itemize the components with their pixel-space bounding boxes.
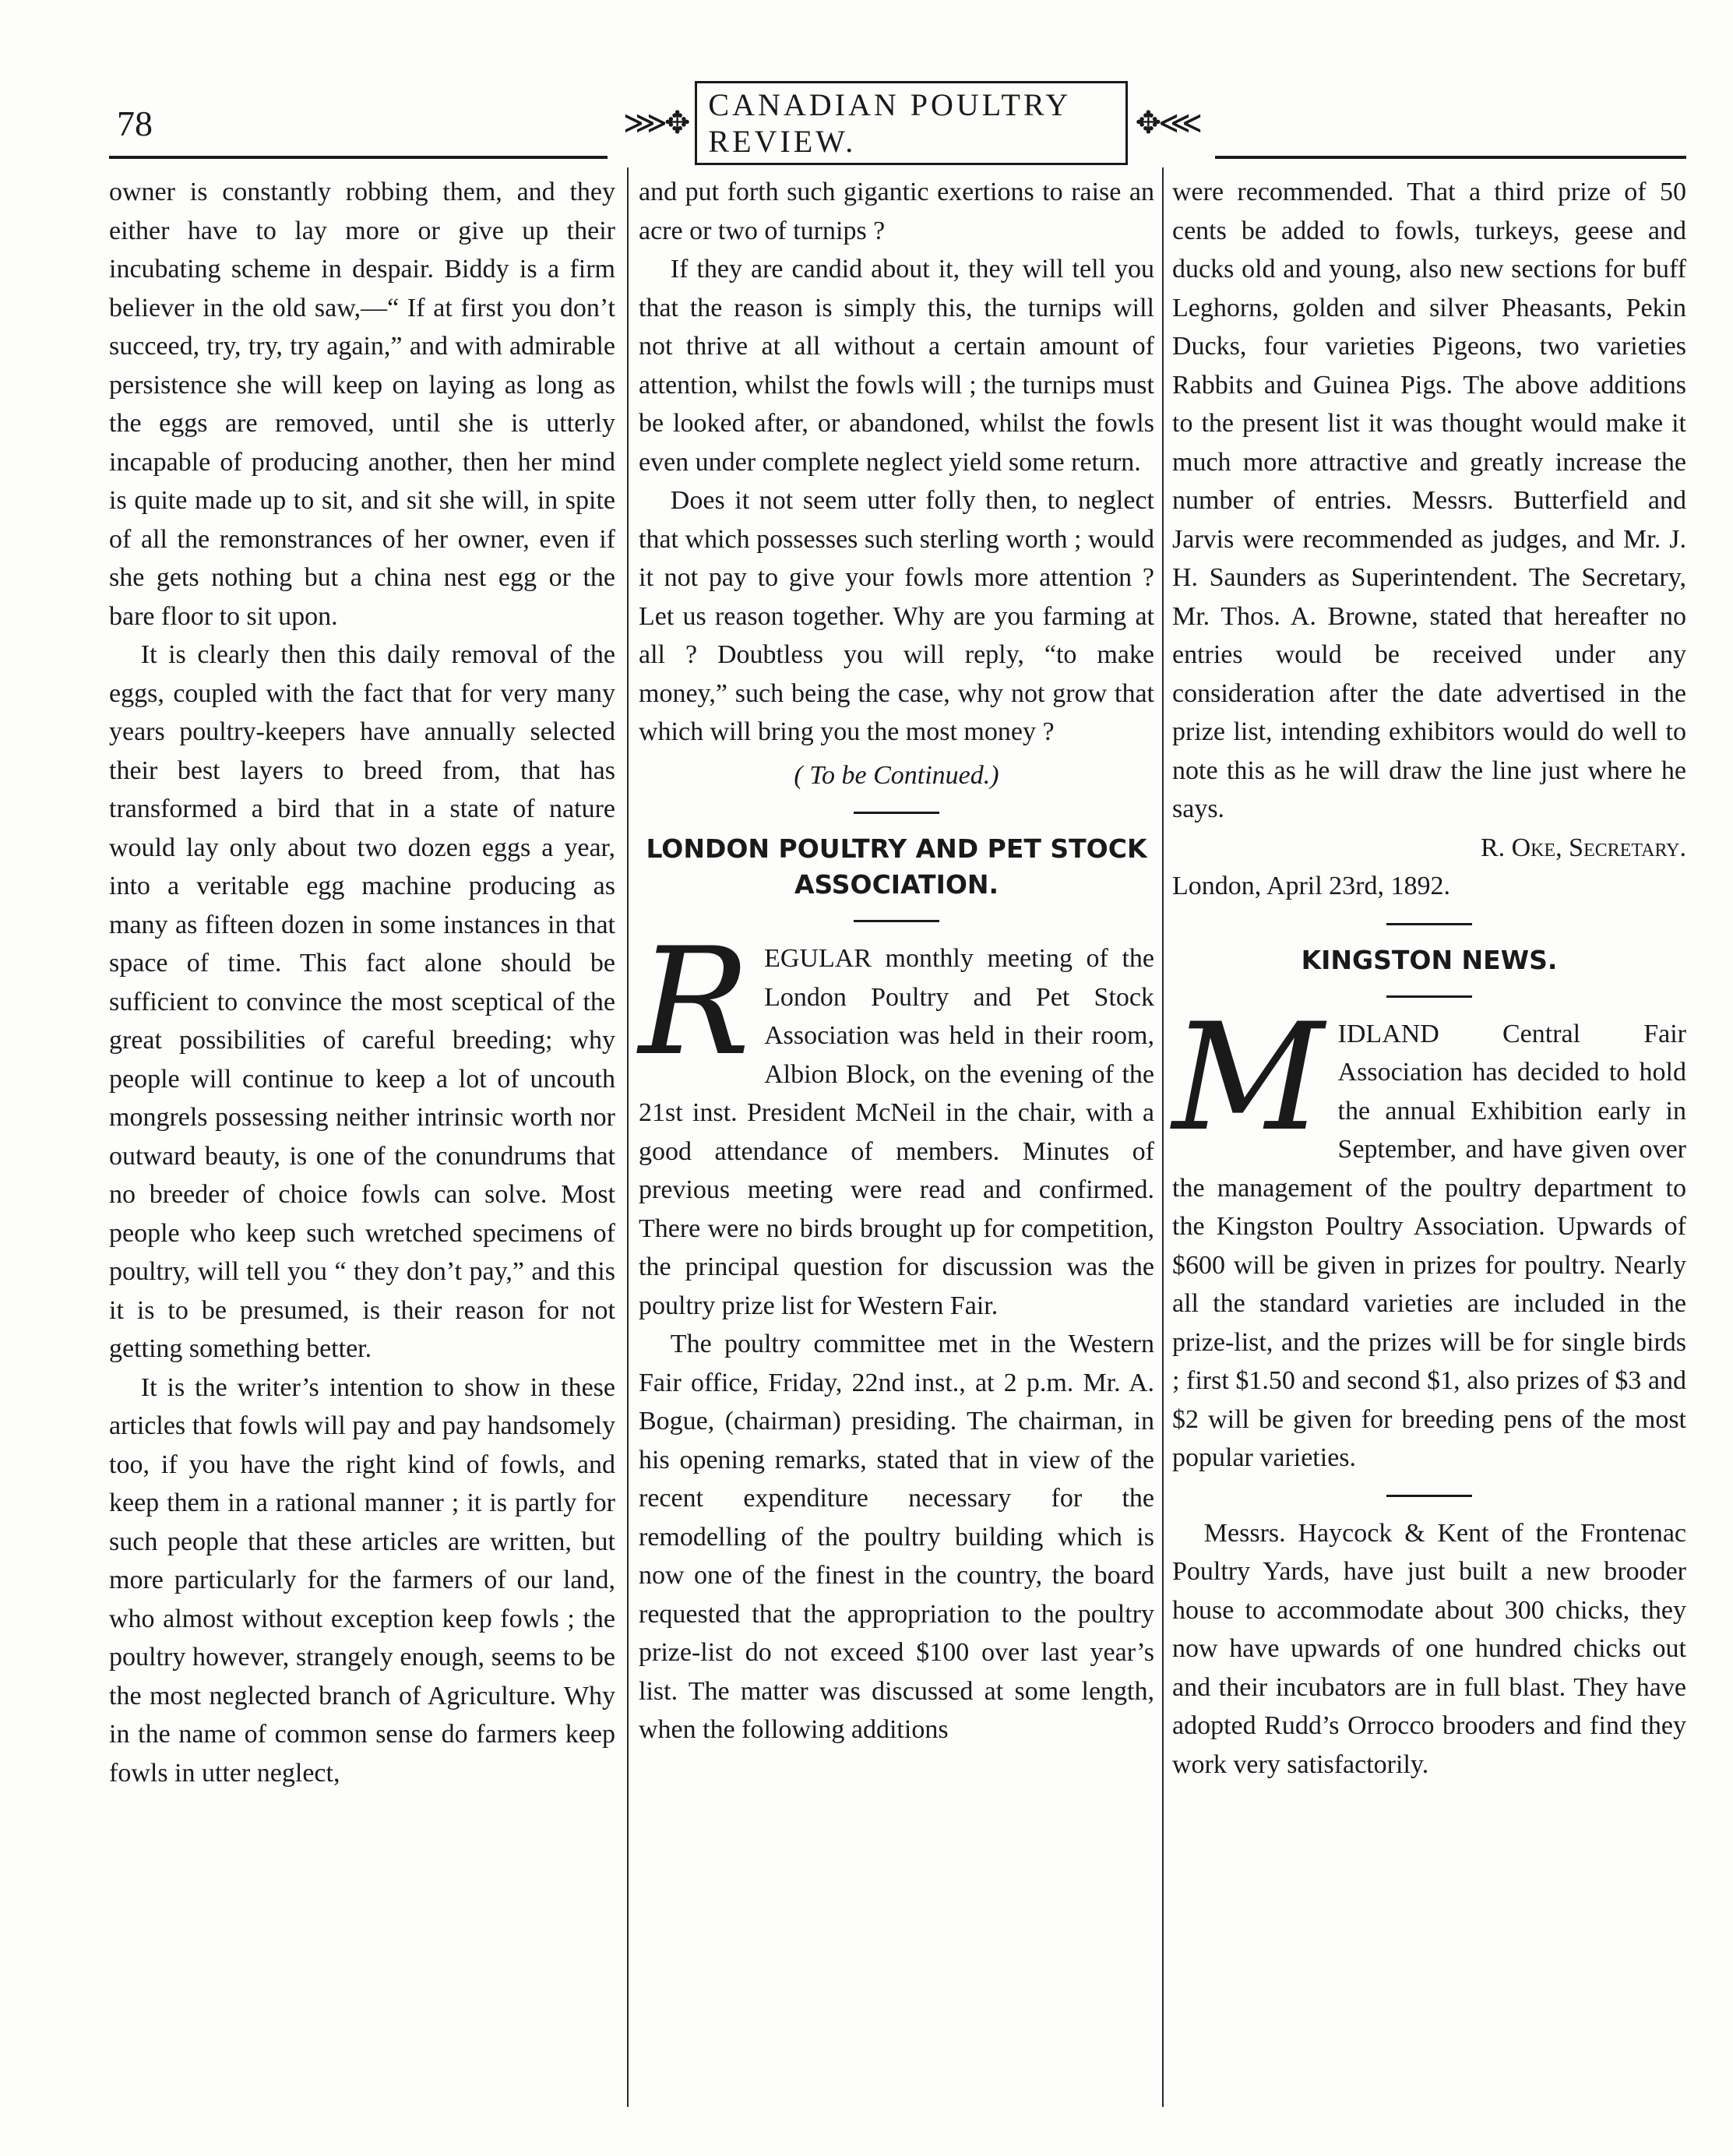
column-2-paragraph: Does it not seem utter folly then, to neglect that which possesses such sterling worth ; would it not pay to give your fowls more attention ? Let us reason together. Why are you farming at all ? Doubtless you will reply, “to make money,” such being the case, why not grow that which will bring you the most money ?: [639, 486, 1154, 746]
column-2: [639, 173, 1154, 1749]
masthead-rule-right: [1215, 156, 1686, 159]
column-2-paragraph: If they are candid about it, they will tell you that the reason is simply this, the turnips will not thrive at all without a certain amount of attention, whilst the fowls will ; the turnips must be looked after, or abandoned, whilst the fowls even under complete neglect yield some return.: [639, 255, 1154, 477]
section-title-london: LONDON POULTRY AND PET STOCK ASSOCIATION.: [646, 833, 1147, 900]
dropcap-m: M: [1172, 991, 1324, 1164]
dateline: London, April 23rd, 1892.: [1172, 872, 1450, 900]
to-be-continued: ( To be Continued.): [794, 760, 999, 790]
column-rule-1: [627, 167, 629, 2107]
column-rule-2: [1162, 167, 1164, 2107]
column-1-paragraph: It is the writer’s intention to show in these articles that fowls will pay and pay handsomely too, if you have the right kind of fowls, and keep them in a rational manner ; it is partly for such people that these articles are written, but more particularly for the farmers of our land, who almost without exception keep fowls ; the poultry however, strangely enough, seems to be the most neglected branch of Agriculture. Why in the name of common sense do farmers keep fowls in utter neglect,: [109, 1372, 615, 1788]
section-divider: [1386, 995, 1472, 998]
london-article-paragraph: The poultry committee met in the Western Fair office, Friday, 22nd inst., at 2 p.m. Mr. A. Bogue, (chairman) presiding. The chairman, in his opening remarks, stated that in view of the recent expenditure necessary for the remodelling of the poultry building which is now one of the finest in the country, the board requested that the appropriation to the poultry prize-list do not exceed $100 over last year’s list. The matter was discussed at some length, when the following additions: [639, 1330, 1154, 1744]
ornament-left-icon: ⋙✥: [623, 105, 688, 141]
masthead-rule-left: [109, 156, 608, 159]
section-divider: [1386, 923, 1472, 925]
london-article-paragraph: EGULAR monthly meeting of the London Poultry and Pet Stock Association was held in their room, Albion Block, on the evening of the 21st inst. President McNeil in the chair, with a good attendance of members. Minutes of previous meeting were read and confirmed. There were no birds brought up for competition, the principal question for discussion was the poultry prize list for Western Fair.: [639, 944, 1154, 1320]
masthead-title: CANADIAN POULTRY REVIEW.: [695, 81, 1127, 165]
column-1: [109, 173, 615, 1792]
section-divider: [854, 920, 939, 922]
section-title-kingston: KINGSTON NEWS.: [1301, 944, 1558, 975]
column-1-paragraph: owner is constantly robbing them, and they either have to lay more or give up their incubating scheme in despair. Biddy is a firm believer in the old saw,—“ If at first you don’t succeed, try, try, try again,” and with admirable persistence she will keep on laying as long as the eggs are removed, until she is utterly incapable of producing another, then her mind is quite made up to sit, and sit she will, in spite of all the remonstrances of her owner, even if she gets nothing but a china nest egg or the bare floor to sit upon.: [109, 178, 615, 631]
page-number: 78: [117, 104, 153, 143]
column-3: [1172, 173, 1686, 1784]
kingston-article-paragraph: IDLAND Central Fair Association has decided to hold the annual Exhibition early in September, and have given over the management of the poultry department to the Kingston Poultry Association. Upwards of $600 will be given in prizes for poultry. Nearly all the standard varieties are included in the prize-list, and the prizes will be for single birds ; first $1.50 and second $1, also prizes of $3 and $2 will be given for breeding pens of the most popular varieties.: [1172, 1019, 1686, 1472]
dropcap-r: R: [639, 916, 751, 1088]
signature: R. Oke, Secretary.: [1480, 833, 1686, 862]
kingston-article-paragraph: Messrs. Haycock & Kent of the Frontenac Poultry Yards, have just built a new brooder house to accommodate about 300 chicks, they now have upwards of one hundred chicks out and their incubators are in full blast. They have adopted Rudd’s Orrocco brooders and find they work very satisfactorily.: [1172, 1518, 1686, 1779]
section-divider: [854, 812, 939, 814]
ornament-right-icon: ✥⋘: [1135, 105, 1199, 141]
masthead: [615, 87, 1207, 159]
section-divider: [1386, 1495, 1472, 1497]
column-2-paragraph: and put forth such gigantic exertions to raise an acre or two of turnips ?: [639, 178, 1154, 245]
column-1-paragraph: It is clearly then this daily removal of the eggs, coupled with the fact that for very many years poultry-keepers have annually selected their best layers to breed from, that has transformed a bird that in a state of nature would lay only about two dozen eggs a year, into a veritable egg machine producing as many as fifteen dozen in some instances in that space of time. This fact alone should be sufficient to convince the most sceptical of the great possibilities of careful breeding; why people will continue to keep a lot of uncouth mongrels possessing neither intrinsic worth nor outward beauty, is one of the conundrums that no breeder of choice fowls can solve. Most people who keep such wretched specimens of poultry, will tell you “ they don’t pay,” and this it is to be presumed, is their reason for not getting something better.: [109, 640, 615, 1363]
column-3-paragraph: were recommended. That a third prize of 50 cents be added to fowls, turkeys, geese and ducks old and young, also new sections for buff Leghorns, golden and silver Pheasants, Pekin Ducks, four varieties Pigeons, two varieties Rabbits and Guinea Pigs. The above additions to the present list it was thought would make it much more attractive and greatly increase the number of entries. Messrs. Butterfield and Jarvis were recommended as judges, and Mr. J. H. Saunders as Superintendent. The Secretary, Mr. Thos. A. Browne, stated that hereafter no entries would be received under any consideration after the date advertised in the prize list, intending exhibitors would do well to note this as he will draw the line just where he says.: [1172, 178, 1686, 823]
